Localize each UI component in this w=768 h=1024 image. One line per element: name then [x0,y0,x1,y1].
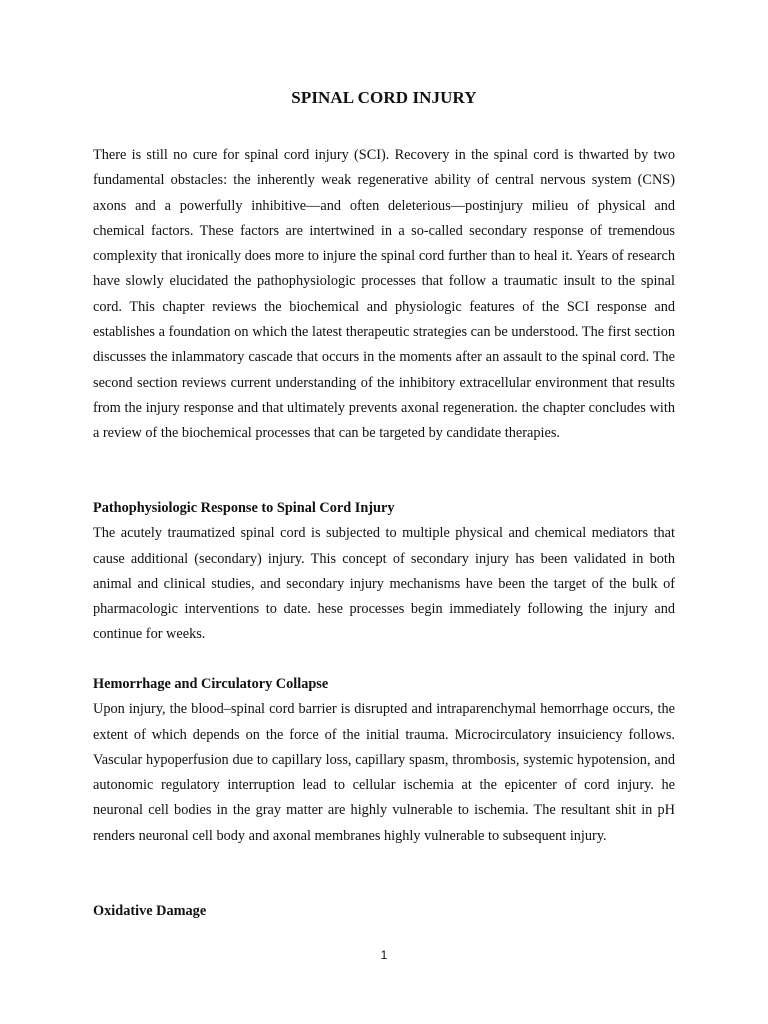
page-title: SPINAL CORD INJURY [291,88,477,107]
section-heading: Oxidative Damage [93,903,207,919]
section-pathophysiologic [93,496,675,648]
section-oxidative [93,899,675,924]
page-number: 1 [380,948,388,962]
section-paragraph: The acutely traumatized spinal cord is subjected to multiple physical and chemical mediators that cause additional (secondary) injury. This concept of secondary injury has been validated in both animal and clinical studies, and secondary injury mechanisms have been the target of the bulk of pharmacologic interventions to date. hese processes begin immediately following the injury and continue for weeks. [93,525,675,643]
section-heading: Pathophysiologic Response to Spinal Cord Injury [93,500,395,516]
section-heading: Hemorrhage and Circulatory Collapse [93,676,329,692]
section-hemorrhage [93,672,675,849]
intro-block [93,143,675,447]
section-paragraph: Upon injury, the blood–spinal cord barrier is disrupted and intraparenchymal hemorrhage occurs, the extent of which depends on the force of the initial trauma. Microcirculatory insuiciency follows. Vascular hypoperfusion due to capillary loss, capillary spasm, thrombosis, systemic hypotension, and autonomic regulatory interruption lead to cellular ischemia at the epicenter of cord injury. he neuronal cell bodies in the gray matter are highly vulnerable to ischemia. The resultant shit in pH renders neuronal cell body and axonal membranes highly vulnerable to subsequent injury. [93,701,675,844]
intro-paragraph: There is still no cure for spinal cord injury (SCI). Recovery in the spinal cord is thwarted by two fundamental obstacles: the inherently weak regenerative ability of central nervous system (CNS) axons and a powerfully inhibitive—and often deleterious—postinjury milieu of physical and chemical factors. These factors are intertwined in a so-called secondary response of tremendous complexity that ironically does more to injure the spinal cord further than to heal it. Years of research have slowly elucidated the pathophysiologic processes that follow a traumatic insult to the spinal cord. This chapter reviews the biochemical and physiologic features of the SCI response and establishes a foundation on which the latest therapeutic strategies can be understood. The first section discusses the inlammatory cascade that occurs in the moments after an assault to the spinal cord. The second section reviews current understanding of the inhibitory extracellular environment that results from the injury response and that ultimately prevents axonal regeneration. the chapter concludes with a review of the biochemical processes that can be targeted by candidate therapies. [93,147,675,442]
